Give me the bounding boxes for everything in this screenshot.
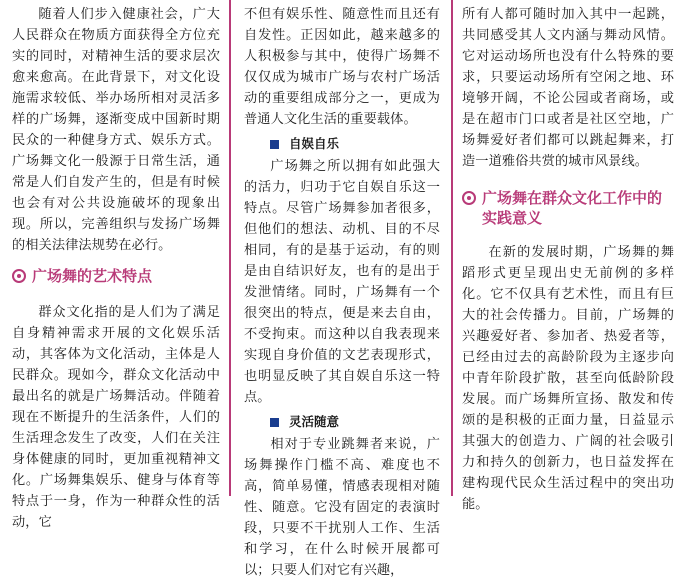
column-left [12,0,220,533]
section-heading-text: 广场舞的艺术特点 [32,267,153,285]
column-right [462,0,674,515]
paragraph: 不但有娱乐性、随意性而且还有自发性。正因如此，越来越多的人积极参与其中，使得广场舞不仅仅成为城市广场与农村广场活动的重要组成部分之一，更成为普通人文化生活的重要载体。 [244,7,440,127]
bullseye-icon [12,269,26,283]
section-heading [12,266,220,286]
paragraph: 群众文化指的是人们为了满足自身精神需求开展的文化娱乐活动，其客体为文化活动，主体是人民群众。现如今，群众文化活动中最出名的就是广场舞活动。伴随着现在不断提升的生活条件，人们的生活理念发生了改变，人们在关注身体健康的同时，更加重视精神文化。广场舞集娱乐、健身与体育等特点于一身，作为一种群众性的活动，它 [12,305,220,530]
paragraph: 所有人都可随时加入其中一起跳，共同感受其人文内涵与舞动风情。它对运动场所也没有什么特殊的要求，只要运动场所有空闲之地、环境够开阔，不论公园或者商场，或是在超市门口或者是社区空地，广场舞爱好者们都可以跳起舞来，打造一道雅俗共赏的城市风景线。 [462,7,674,169]
column-divider [229,0,231,496]
square-bullet-icon [270,418,279,427]
paragraph: 广场舞之所以拥有如此强大的活力，归功于它自娱自乐这一特点。尽管广场舞参加者很多，但他们的想法、动机、目的不尽相同，有的是基于运动，有的则是由自结识好友，也有的是出于发泄情绪。同时，广场舞有一个很突出的特点，便是来去自由，不受拘束。而这种以自我表现来实现自身价值的文艺表现形式，也明显反映了其自娱自乐这一特点。 [244,159,440,405]
subsection-heading [270,412,440,432]
section-heading-text: 广场舞在群众文化工作中的实践意义 [482,189,663,227]
bullseye-icon [462,191,476,205]
column-divider [451,0,453,496]
subsection-heading-text: 灵活随意 [289,414,340,429]
paragraph: 相对于专业跳舞者来说，广场舞操作门槛不高、难度也不高，简单易懂，情感表现相对随性、随意。它没有固定的表演时段，只要不干扰别人工作、生活和学习，在什么时候开展都可以；只要人们对它有兴趣， [244,437,440,578]
paragraph: 随着人们步入健康社会，广大人民群众在物质方面获得全方位充实的同时，对精神生活的要求层次愈来愈高。在此背景下，对文化设施需求较低、举办场所相对灵活多样的广场舞，逐渐变成中国新时期民众的一种健身方式、娱乐方式。广场舞文化一般源于日常生活，通常是人们自发产生的，但是有时候也会有对公共设施破坏的现象出现。所以，完善组织与发扬广场舞的相关法律法规势在必行。 [12,7,220,253]
subsection-heading-text: 自娱自乐 [289,136,340,151]
section-heading [462,188,674,228]
column-middle [244,0,440,581]
paragraph: 在新的发展时期，广场舞的舞蹈形式更呈现出史无前例的多样化。它不仅具有艺术性，而且有巨大的社会传播力。目前，广场舞的兴趣爱好者、参加者、热爱者等，已经由过去的高龄阶段为主逐步向中青年阶段扩散，甚至向低龄阶段发展。而广场舞所宣扬、散发和传颂的是积极的正面力量，日益显示其强大的创造力、广阔的社会吸引力和持久的创新力，也日益发挥在建构现代民众生活过程中的突出功能。 [462,245,674,512]
square-bullet-icon [270,140,279,149]
subsection-heading [270,134,440,154]
